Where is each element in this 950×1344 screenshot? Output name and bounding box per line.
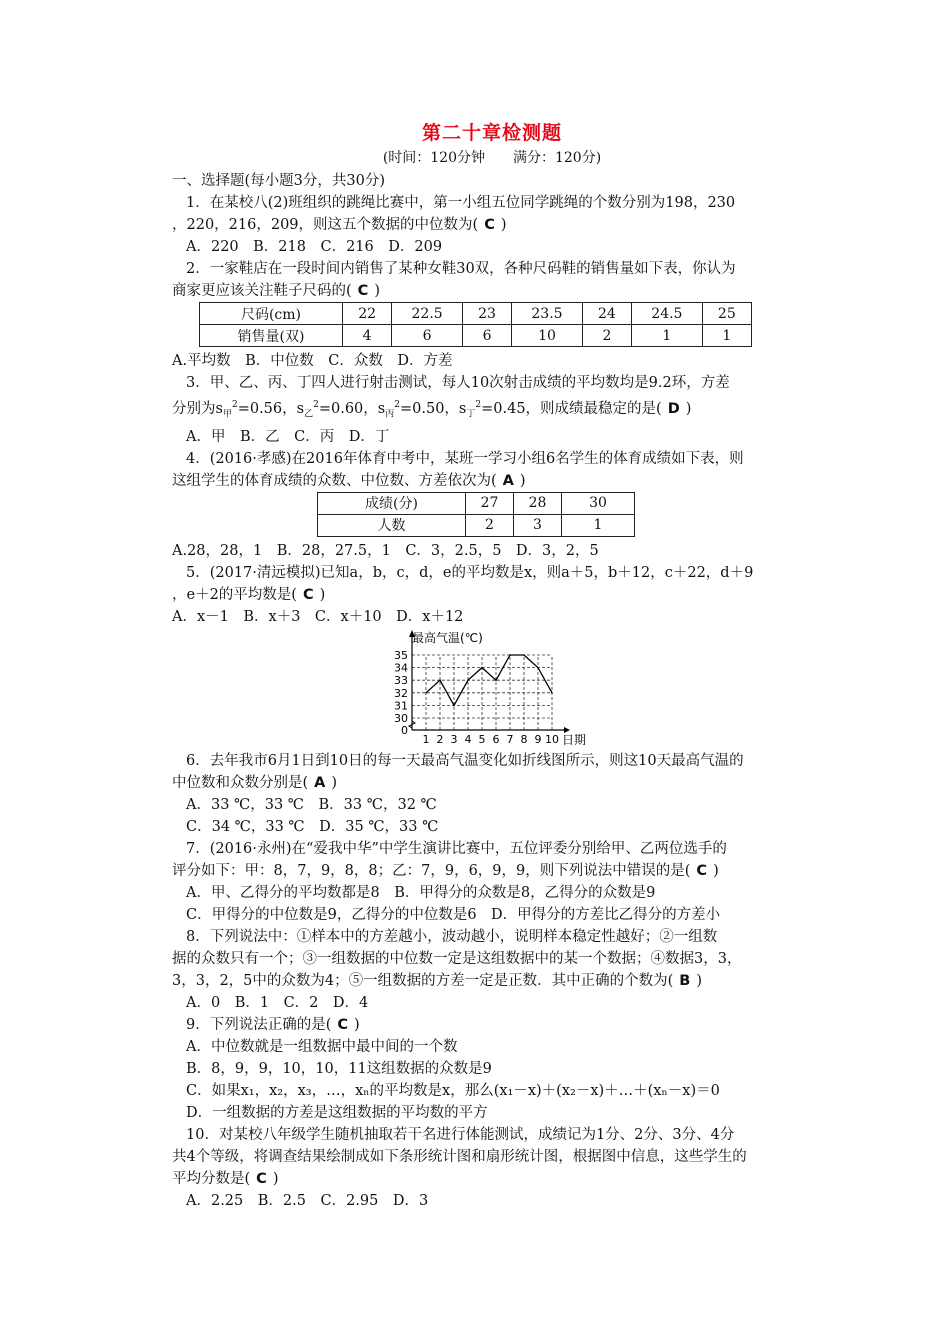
question-6	[172, 750, 812, 838]
page-subtitle: (时间：120分钟 满分：120分)	[382, 150, 602, 166]
question-5	[172, 562, 812, 628]
worksheet	[172, 118, 812, 1212]
q9-option-b: B．8，9，9，10，10，11这组数据的众数是9	[186, 1060, 492, 1077]
question-2	[172, 258, 812, 372]
data-point	[453, 704, 455, 706]
q6-close: )	[331, 774, 338, 791]
q10-close: )	[272, 1170, 279, 1187]
table-cell: 3	[514, 514, 562, 536]
q3-line2	[172, 394, 812, 426]
question-4	[172, 448, 812, 562]
table-cell: 23.5	[512, 303, 583, 325]
q10-answer: C	[256, 1170, 267, 1187]
y-tick-label: 32	[394, 686, 408, 700]
table-cell: 销售量(双)	[200, 325, 343, 347]
x-tick-label: 7	[506, 732, 514, 746]
q1-line1: 1．在某校八(2)班组织的跳绳比赛中，第一小组五位同学跳绳的个数分别为198，230	[186, 195, 736, 211]
q8-line1: 8．下列说法中：①样本中的方差越小，波动越小，说明样本稳定性越好；②一组数	[186, 928, 718, 945]
q4-options: A.28，28，1 B．28，27.5，1 C．3，2.5，5 D．3，2，5	[172, 542, 599, 559]
q2-answer: C	[357, 283, 369, 299]
x-tick-label: 9	[534, 732, 542, 746]
q1-options: A．220 B．218 C．216 D．209	[186, 239, 443, 255]
q8-answer: B	[679, 972, 691, 989]
data-point	[467, 679, 469, 681]
data-point	[481, 667, 483, 669]
table-cell: 6	[462, 325, 511, 347]
q9-option-a: A．中位数就是一组数据中最中间的一个数	[186, 1038, 458, 1055]
q5-line2: ，e＋2的平均数是(	[172, 586, 297, 603]
y-tick-label: 0	[401, 723, 408, 737]
q6-line2: 中位数和众数分别是(	[172, 774, 309, 791]
q4-close: )	[519, 472, 526, 489]
q8-line3: 3，3，2，5中的众数为4；⑤一组数据的方差一定是正数．其中正确的个数为(	[172, 972, 674, 989]
q7-close: )	[713, 862, 719, 879]
q7-line2: 评分如下：甲：8，7，9，8，8；乙：7，9，6，9，9，则下列说法中错误的是(	[172, 862, 691, 879]
q3-options: A．甲 B．乙 C．丙 D．丁	[186, 428, 390, 445]
q8-close: )	[696, 972, 703, 989]
q10-options: A．2.25 B．2.5 C．2.95 D．3	[186, 1192, 429, 1209]
table-cell: 6	[392, 325, 463, 347]
q9-option-d: D．一组数据的方差是这组数据的平均数的平方	[186, 1104, 488, 1121]
q3-text: =0.45，则成绩最稳定的是(	[481, 400, 662, 417]
table-cell: 22	[343, 303, 392, 325]
q3-sub: 甲	[222, 409, 232, 420]
q3-text: =0.56，s	[237, 400, 305, 417]
data-point	[537, 667, 539, 669]
x-tick-label: 3	[450, 732, 458, 746]
q10-line1: 10．对某校八年级学生随机抽取若干名进行体能测试，成绩记为1分、2分、3分、4分	[186, 1126, 735, 1143]
temperature-chart-wrap	[172, 630, 812, 748]
y-tick-label: 35	[394, 648, 408, 662]
section-heading: 一、选择题(每小题3分，共30分)	[172, 173, 385, 189]
q7-options-2: C．甲得分的中位数是9，乙得分的中位数是6 D．甲得分的方差比乙得分的方差小	[186, 906, 721, 923]
y-axis-label: 最高气温(℃)	[412, 630, 483, 645]
table-cell: 28	[514, 492, 562, 514]
question-8	[172, 926, 812, 1014]
q5-options: A．x－1 B．x＋3 C．x＋10 D．x＋12	[172, 608, 464, 625]
q2-line1: 2．一家鞋店在一段时间内销售了某种女鞋30双，各种尺码鞋的销售量如下表，你认为	[186, 261, 736, 277]
question-10	[172, 1124, 812, 1212]
x-tick-label: 4	[464, 732, 472, 746]
x-tick-label: 10	[545, 732, 559, 746]
table-cell: 22.5	[392, 303, 463, 325]
q9-line1: 9．下列说法正确的是(	[186, 1016, 332, 1033]
q9-option-c: C．如果x₁，x₂，x₃，…，xₙ的平均数是x，那么(x₁－x)＋(x₂－x)＋…＋(xₙ－x)＝0	[186, 1082, 720, 1099]
table-cell: 10	[512, 325, 583, 347]
table-cell: 人数	[318, 514, 466, 536]
data-point	[551, 692, 553, 694]
table-cell: 成绩(分)	[318, 492, 466, 514]
q10-line2: 共4个等级，将调查结果绘制成如下条形统计图和扇形统计图，根据图中信息，这些学生的	[172, 1148, 747, 1165]
q9-answer: C	[337, 1016, 349, 1033]
q3-sup: 2	[475, 400, 482, 410]
question-3	[172, 372, 812, 448]
data-point	[495, 679, 497, 681]
q5-close: )	[319, 586, 326, 603]
x-tick-label: 5	[478, 732, 486, 746]
q3-line1: 3．甲、乙、丙、丁四人进行射击测试，每人10次射击成绩的平均数均是9.2环，方差	[186, 375, 730, 391]
data-point	[425, 692, 427, 694]
table-cell: 24	[582, 303, 631, 325]
x-tick-label: 6	[492, 732, 500, 746]
table-row	[200, 325, 752, 347]
q5-line1: 5．(2017·清远模拟)已知a，b，c，d，e的平均数是x，则a＋5，b＋12，c＋22，d＋9	[186, 564, 754, 581]
y-tick-label: 34	[394, 661, 408, 675]
table-cell: 23	[462, 303, 511, 325]
q1-close: )	[500, 217, 507, 233]
q9-close: )	[354, 1016, 360, 1033]
q1-line2: ，220，216，209，则这五个数据的中位数为(	[172, 217, 479, 233]
q3-sup: 2	[231, 400, 238, 410]
q7-line1: 7．(2016·永州)在“爱我中华”中学生演讲比赛中，五位评委分别给甲、乙两位选手的	[186, 840, 727, 857]
q3-text: 分别为s	[172, 400, 223, 417]
q3-sub: 乙	[304, 409, 314, 420]
q3-sup: 2	[313, 400, 319, 410]
table-cell: 1	[562, 514, 635, 536]
table-row	[318, 492, 635, 514]
q5-answer: C	[302, 586, 314, 603]
q4-line2: 这组学生的体育成绩的众数、中位数、方差依次为(	[172, 472, 497, 489]
q4-line1: 4．(2016·孝感)在2016年体育中考中，某班一学习小组6名学生的体育成绩如下表，则	[186, 450, 744, 467]
table-cell: 1	[702, 325, 751, 347]
score-table	[317, 492, 635, 537]
q2-line2: 商家更应该关注鞋子尺码的(	[172, 283, 352, 299]
q7-options-1: A．甲、乙得分的平均数都是8 B．甲得分的众数是8，乙得分的众数是9	[186, 884, 656, 901]
table-cell: 4	[343, 325, 392, 347]
y-tick-label: 33	[394, 673, 408, 687]
q3-text: =0.60，s	[318, 400, 386, 417]
question-9	[172, 1014, 812, 1124]
x-tick-label: 1	[422, 732, 430, 746]
table-cell: 25	[702, 303, 751, 325]
shoe-size-table	[199, 302, 752, 347]
q3-sup: 2	[394, 400, 400, 410]
q6-line1: 6．去年我市6月1日到10日的每一天最高气温变化如折线图所示，则这10天最高气温的	[186, 752, 744, 769]
page-title: 第二十章检测题	[421, 122, 562, 144]
x-tick-label: 8	[520, 732, 528, 746]
q3-close: )	[685, 400, 692, 417]
q3-sub: 丁	[466, 409, 476, 420]
chart-grid	[412, 655, 552, 730]
q8-options: A．0 B．1 C．2 D．4	[186, 994, 369, 1011]
q6-answer: A	[314, 774, 326, 791]
y-tick-label: 31	[394, 699, 408, 713]
table-cell: 27	[466, 492, 514, 514]
q6-options-1: A．33 ℃，33 ℃ B．33 ℃，32 ℃	[186, 796, 437, 813]
q6-options-2: C．34 ℃，33 ℃ D．35 ℃，33 ℃	[186, 818, 439, 835]
table-row	[318, 514, 635, 536]
q7-answer: C	[696, 862, 708, 879]
data-point	[439, 679, 441, 681]
q3-answer: D	[667, 400, 680, 417]
q4-answer: A	[502, 472, 514, 489]
x-tick-label: 2	[436, 732, 444, 746]
table-cell: 30	[562, 492, 635, 514]
question-1	[172, 192, 812, 258]
q1-answer: C	[484, 217, 495, 233]
q8-line2: 据的众数只有一个；③一组数据的中位数一定是这组数据中的某一个数据；④数据3，3，	[172, 950, 742, 967]
q2-close: )	[374, 283, 380, 299]
data-point	[509, 654, 511, 656]
table-cell: 2	[466, 514, 514, 536]
q2-options: A.平均数 B．中位数 C．众数 D．方差	[172, 353, 453, 369]
temperature-line-chart	[382, 630, 602, 748]
table-cell: 1	[632, 325, 703, 347]
q3-text: =0.50，s	[399, 400, 467, 417]
y-tick-label: 30	[394, 711, 408, 725]
data-point	[523, 654, 525, 656]
x-axis-label: 日期	[562, 732, 587, 747]
question-7	[172, 838, 812, 926]
table-cell: 尺码(cm)	[200, 303, 343, 325]
q3-sub: 丙	[385, 409, 395, 420]
table-cell: 24.5	[632, 303, 703, 325]
table-cell: 2	[582, 325, 631, 347]
q10-line3: 平均分数是(	[172, 1170, 251, 1187]
table-row	[200, 303, 752, 325]
